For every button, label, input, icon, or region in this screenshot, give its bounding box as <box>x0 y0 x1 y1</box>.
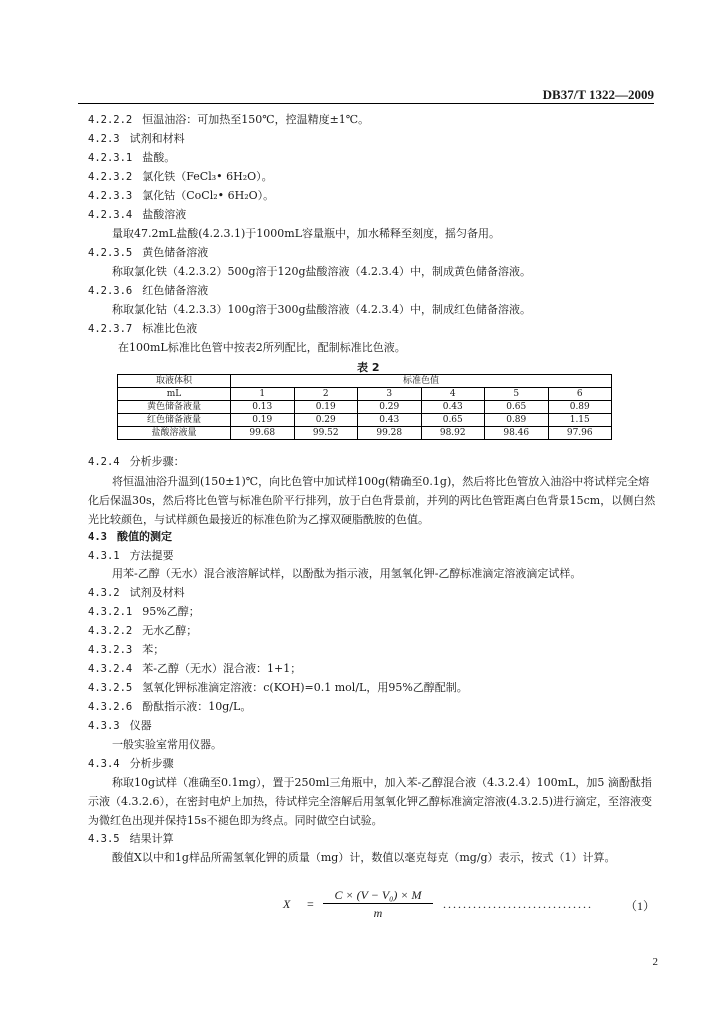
analysis-paragraph: 将恒温油浴升温到(150±1)℃，向比色管中加试样100g(精确至0.1g)，然后将比色管放入油浴中将试样完全熔化后保温30s，然后将比色管与标准色阶平行排列，放于白色背景前，并列的两比色管距离白色背景15cm，以侧白然光比较颜色，与试样颜色最接近的标准色阶为乙撑双硬脂酰胺的色值。 <box>88 475 656 526</box>
clause-text: 试剂和材料 <box>129 132 185 145</box>
acid-value-formula <box>283 888 663 920</box>
table-cell: 0.65 <box>421 414 485 427</box>
table-column-header: 2 <box>294 388 358 401</box>
table-cell: 99.52 <box>294 427 358 440</box>
clause-text: 黄色储备溶液 <box>142 246 209 259</box>
table-cell: 0.43 <box>358 414 422 427</box>
clause-text: 氢氧化钾标准滴定溶液：c(KOH)=0.1 mol/L，用95%乙醇配制。 <box>142 681 468 694</box>
table-cell: 98.46 <box>485 427 549 440</box>
clause-line <box>88 189 274 203</box>
clause-number: 4.3.2.2 <box>88 625 133 637</box>
clause-text: 氯化铁（FeCl₃• 6H₂O）。 <box>142 170 273 183</box>
formula-numerator: C × (V − V₀) × M <box>334 888 422 902</box>
section-title: 酸值的测定 <box>116 530 172 543</box>
clause-text: 分析步骤 <box>129 757 174 770</box>
clause-text: 盐酸。 <box>142 151 176 164</box>
fraction-bar <box>323 903 433 904</box>
clause-number: 4.2.3.4 <box>88 209 133 221</box>
table-row <box>118 414 612 427</box>
clause-number: 4.3.3 <box>88 720 120 732</box>
clause-line <box>88 208 186 222</box>
clause-text: 分析步骤： <box>129 455 185 468</box>
table-header-cell: 取液体积 <box>118 375 231 388</box>
clause-line <box>88 455 185 469</box>
clause-line <box>88 170 273 184</box>
clause-number: 4.3.2.5 <box>88 682 133 694</box>
clause-text: 苯-乙醇（无水）混合液：1+1； <box>142 662 302 675</box>
clause-text: 仪器 <box>129 719 152 732</box>
table-column-header: 3 <box>358 388 422 401</box>
table-column-header: 4 <box>421 388 485 401</box>
formula-lhs: X <box>283 897 291 911</box>
table-cell: 0.89 <box>485 414 549 427</box>
clause-line <box>88 113 369 127</box>
clause-text: 95%乙醇； <box>142 605 200 618</box>
table-row-label: 红色储备液量 <box>118 414 231 427</box>
table-cell: 0.13 <box>231 401 295 414</box>
clause-number: 4.3.4 <box>88 758 120 770</box>
clause-number: 4.3.5 <box>88 833 120 845</box>
table-cell: 0.43 <box>421 401 485 414</box>
clause-line <box>88 700 251 714</box>
formula-denominator: m <box>373 906 383 920</box>
table-cell: 99.68 <box>231 427 295 440</box>
table-cell: 0.29 <box>358 401 422 414</box>
calculation-paragraph: 酸值X以中和1g样品所需氢氧化钾的质量（mg）计，数值以毫克每克（mg/g）表示，按式（1）计算。 <box>112 851 616 864</box>
clause-text: 酚酞指示液：10g/L。 <box>142 700 252 713</box>
clause-number: 4.2.3.5 <box>88 247 133 259</box>
clause-text: 无水乙醇； <box>142 624 198 637</box>
clause-number: 4.3.2 <box>88 587 120 599</box>
table-cell: 0.89 <box>548 401 612 414</box>
clause-line <box>88 549 174 563</box>
section-heading <box>88 530 172 544</box>
clause-text: 结果计算 <box>129 832 174 845</box>
clause-line <box>88 662 301 676</box>
clause-body: 在100mL标准比色管中按表2所列配比，配制标准比色液。 <box>118 341 406 354</box>
table-cell: 99.28 <box>358 427 422 440</box>
clause-body: 量取47.2mL盐酸(4.2.3.1)于1000mL容量瓶中，加水稀释至刻度，摇匀备用。 <box>112 227 501 240</box>
clause-line <box>88 624 197 638</box>
clause-text: 标准比色液 <box>142 322 198 335</box>
clause-number: 4.2.2.2 <box>88 114 133 126</box>
clause-text: 方法提要 <box>129 549 174 562</box>
clause-line <box>88 643 164 657</box>
table-column-header: 6 <box>548 388 612 401</box>
clause-number: 4.3.2.6 <box>88 701 133 713</box>
clause-body: 称取氯化钴（4.2.3.3）100g溶于300g盐酸溶液（4.2.3.4）中，制成红色储备溶液。 <box>112 303 532 316</box>
clause-text: 红色储备溶液 <box>142 284 209 297</box>
table-cell: 0.29 <box>294 414 358 427</box>
clause-text: 盐酸溶液 <box>142 208 187 221</box>
formula-equals: = <box>307 897 314 911</box>
table-header-cell: mL <box>118 388 231 401</box>
clause-line <box>88 246 208 260</box>
table-cell: 98.92 <box>421 427 485 440</box>
clause-text: 恒温油浴：可加热至150℃，控温精度±1℃。 <box>142 113 370 126</box>
table-row-label: 黄色储备液量 <box>118 401 231 414</box>
header-rule <box>78 103 654 104</box>
clause-text: 氯化钴（CoCl₂• 6H₂O）。 <box>142 189 275 202</box>
clause-line <box>88 681 468 695</box>
standard-code: DB37/T 1322—2009 <box>542 87 654 102</box>
table-cell: 97.96 <box>548 427 612 440</box>
formula-leader: .............................. <box>443 897 593 911</box>
clause-number: 4.2.3.7 <box>88 323 133 335</box>
section-number: 4.3 <box>88 531 107 543</box>
clause-body: 称取氯化铁（4.2.3.2）500g溶于120g盐酸溶液（4.2.3.4）中，制成黄色储备溶液。 <box>112 265 532 278</box>
clause-body: 一般实验室常用仪器。 <box>112 738 222 751</box>
clause-number: 4.3.2.4 <box>88 663 133 675</box>
clause-line <box>88 132 185 146</box>
clause-line <box>88 586 185 600</box>
clause-number: 4.2.3 <box>88 133 120 145</box>
clause-number: 4.3.2.3 <box>88 644 133 656</box>
clause-line <box>88 605 200 619</box>
table-column-header: 1 <box>231 388 295 401</box>
clause-line <box>88 284 208 298</box>
table-row <box>118 401 612 414</box>
clause-text: 试剂及材料 <box>129 586 185 599</box>
clause-line <box>88 757 174 771</box>
table-row-label: 盐酸溶液量 <box>118 427 231 440</box>
table-row <box>118 427 612 440</box>
page-number: 2 <box>652 956 658 968</box>
clause-line <box>88 832 174 846</box>
clause-line <box>88 719 152 733</box>
table-group-header: 标准色值 <box>231 375 612 388</box>
formula-label: （1） <box>625 899 656 913</box>
clause-number: 4.3.2.1 <box>88 606 133 618</box>
table-cell: 0.65 <box>485 401 549 414</box>
clause-number: 4.2.3.2 <box>88 171 133 183</box>
table-header-row <box>118 375 612 388</box>
table-column-header: 5 <box>485 388 549 401</box>
table-cell: 0.19 <box>294 401 358 414</box>
clause-line <box>88 322 197 336</box>
clause-number: 4.2.4 <box>88 456 120 468</box>
clause-number: 4.3.1 <box>88 550 120 562</box>
clause-line <box>88 151 175 165</box>
table-cell: 0.19 <box>231 414 295 427</box>
table-title: 表 2 <box>357 361 380 374</box>
table-cell: 1.15 <box>548 414 612 427</box>
clause-number: 4.2.3.3 <box>88 190 133 202</box>
standard-color-table <box>117 374 612 440</box>
table-header-row <box>118 388 612 401</box>
clause-number: 4.2.3.6 <box>88 285 133 297</box>
clause-text: 苯； <box>142 643 165 656</box>
analysis-paragraph: 称取10g试样（准确至0.1mg），置于250ml三角瓶中，加入苯-乙醇混合液（4.3.2.4）100mL，加5 滴酚酞指示液（4.3.2.6），在密封电炉上加热，待试样完全溶解后用氢氧化钾乙醇标准滴定溶液(4.3.2.5)进行滴定，至溶液变为微红色出现并保持15s不褪色即为终点。同时做空白试验。 <box>88 776 653 827</box>
clause-number: 4.2.3.1 <box>88 152 133 164</box>
clause-body: 用苯-乙醇（无水）混合液溶解试样，以酚酞为指示液，用氢氧化钾-乙醇标准滴定溶液滴定试样。 <box>112 567 582 580</box>
